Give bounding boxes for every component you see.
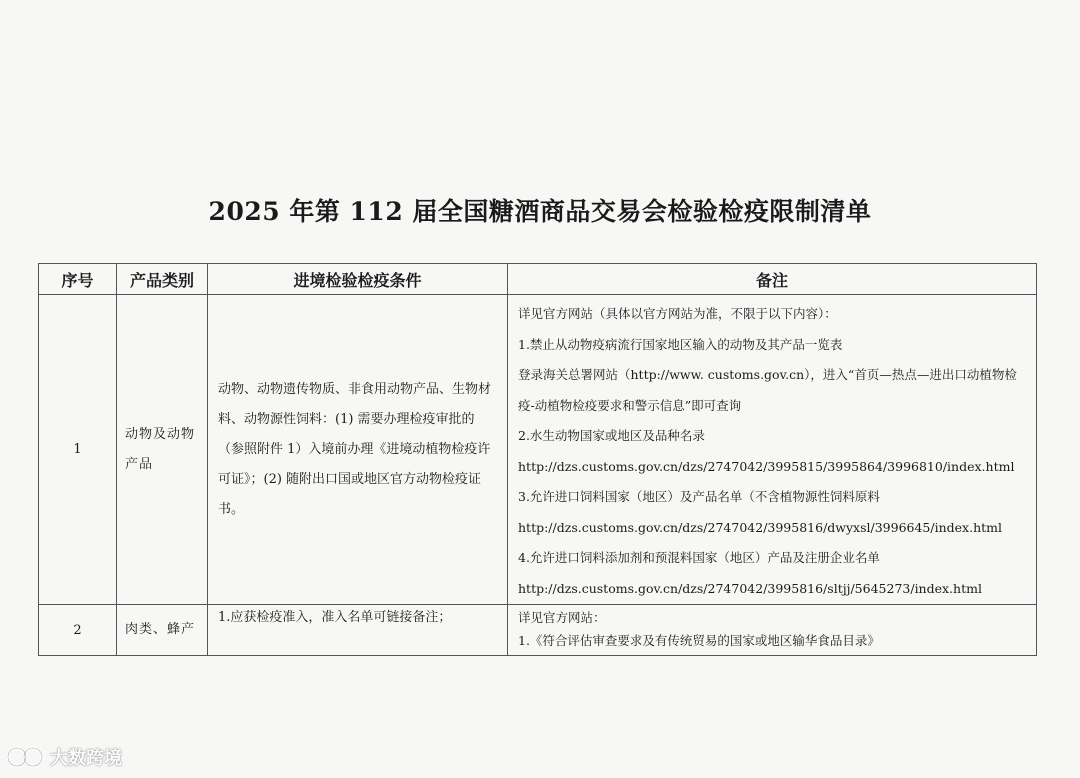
row-notes	[508, 295, 1036, 604]
row-category: 肉类、蜂产	[125, 622, 196, 637]
watermark-text: 大数跨境	[50, 748, 122, 769]
row-conditions: 动物、动物遗传物质、非食用动物产品、生物材料、动物源性饲料：(1) 需要办理检疫审批的（参照附件 1）入境前办理《进境动植物检疫许可证》；(2) 随附出口国或地区官方动物检疫证书。	[218, 381, 492, 517]
header-no: 序号	[39, 264, 117, 295]
note-link[interactable]: http://dzs.customs.gov.cn/dzs/2747042/3995816/dwyxsl/3996645/index.html	[518, 519, 1002, 535]
row-category-cell	[117, 295, 208, 605]
note-line: 详见官方网站（具体以官方网站为准，不限于以下内容）：	[518, 306, 837, 321]
row-number: 2	[39, 605, 117, 656]
row-notes	[508, 605, 1036, 652]
restriction-table	[38, 263, 1037, 656]
brand-logo-icon	[6, 744, 46, 770]
row-number: 1	[39, 295, 117, 605]
page-title: 2025 年第 112 届全国糖酒商品交易会检验检疫限制清单	[208, 197, 872, 226]
header-conditions: 进境检验检疫条件	[208, 264, 508, 295]
row-conditions: 1.应获检疫准入，准入名单可链接备注；	[218, 610, 452, 625]
row-category-cell	[117, 605, 208, 656]
note-line: 2.水生动物国家或地区及品种名录	[518, 428, 705, 443]
note-line: 4.允许进口饲料添加剂和预混料国家（地区）产品及注册企业名单	[518, 550, 880, 565]
row-conditions-cell	[208, 295, 508, 605]
note-line: 疫-动植物检疫要求和警示信息”即可查询	[518, 397, 742, 413]
row-notes-cell	[508, 605, 1037, 656]
row-notes-cell	[508, 295, 1037, 605]
row-conditions-cell	[208, 605, 508, 656]
note-line: 1.《符合评估审查要求及有传统贸易的国家或地区输华食品目录》	[518, 633, 880, 648]
note-link[interactable]: http://dzs.customs.gov.cn/dzs/2747042/3995816/sltjj/5645273/index.html	[518, 580, 982, 596]
note-line: 登录海关总署网站（http://www. customs.gov.cn），进入“首页—热点—进出口动植物检	[518, 367, 1017, 382]
table-row	[39, 295, 1037, 605]
table-row	[39, 605, 1037, 656]
note-line: 1.禁止从动物疫病流行国家地区输入的动物及其产品一览表	[518, 336, 843, 352]
row-category: 动物及动物产品	[125, 426, 196, 472]
note-line: 3.允许进口饲料国家（地区）及产品名单（不含植物源性饲料原料	[518, 489, 880, 504]
header-notes: 备注	[508, 264, 1037, 295]
table-header-row	[39, 264, 1037, 295]
note-line: 详见官方网站：	[518, 610, 606, 625]
header-category: 产品类别	[117, 264, 208, 295]
note-link[interactable]: http://dzs.customs.gov.cn/dzs/2747042/3995815/3995864/3996810/index.html	[518, 458, 1015, 474]
watermark	[6, 744, 122, 770]
